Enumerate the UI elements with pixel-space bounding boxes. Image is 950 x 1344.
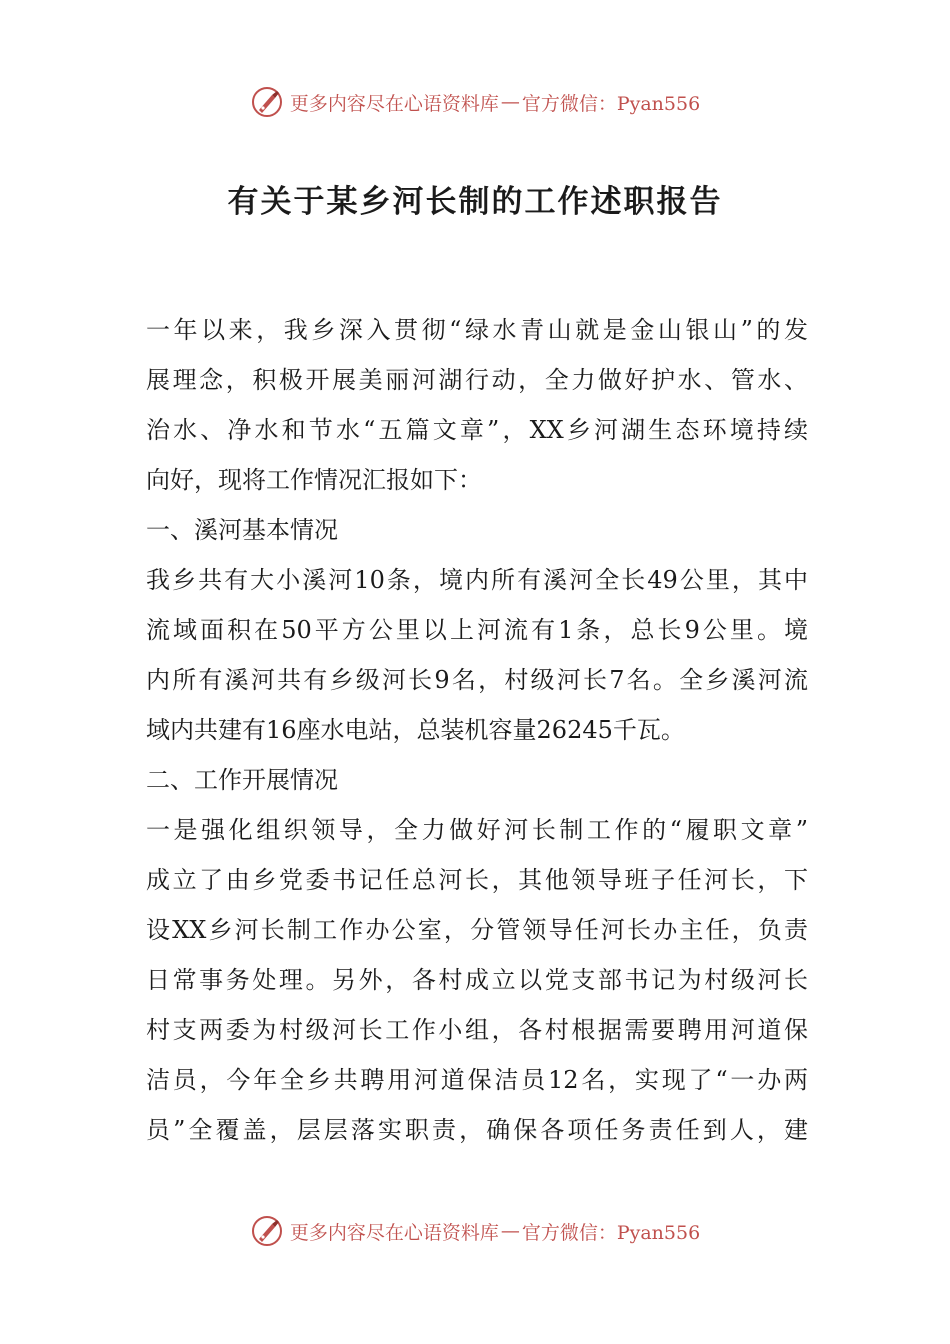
body-line: 域内共建有16座水电站，总装机容量26245千瓦。: [146, 716, 685, 744]
body-line: 一年以来，我乡深入贯彻“绿水青山就是金山银山”的发: [146, 316, 808, 344]
watermark-contact: 官方微信：Pyan556: [521, 92, 701, 115]
body-line: 一、溪河基本情况: [146, 516, 338, 544]
watermark-site: 更多内容尽在心语资料库: [289, 1221, 499, 1244]
body-line: 内所有溪河共有乡级河长9名，村级河长7名。全乡溪河流: [146, 666, 808, 694]
body-line: 二、工作开展情况: [146, 766, 338, 794]
body-line: 员”全覆盖，层层落实职责，确保各项任务责任到人，建: [146, 1116, 808, 1144]
body-line: 展理念，积极开展美丽河湖行动，全力做好护水、管水、: [146, 366, 808, 394]
watermark-dash: —: [500, 1220, 520, 1242]
body-line: 设XX乡河长制工作办公室，分管领导任河长办主任，负责: [146, 916, 808, 944]
pen-nib-logo-icon: [250, 1214, 284, 1248]
header-watermark: [0, 80, 950, 124]
body-line: 我乡共有大小溪河10条，境内所有溪河全长49公里，其中: [146, 566, 808, 594]
body-line: 向好，现将工作情况汇报如下：: [146, 466, 482, 494]
body-line: 流域面积在50平方公里以上河流有1条，总长9公里。境: [146, 616, 808, 644]
body-line: 洁员，今年全乡共聘用河道保洁员12名，实现了“一办两: [146, 1066, 808, 1094]
watermark-contact: 官方微信：Pyan556: [521, 1221, 701, 1244]
watermark-site: 更多内容尽在心语资料库: [289, 92, 499, 115]
document-body: [146, 305, 808, 1155]
body-line: 村支两委为村级河长工作小组，各村根据需要聘用河道保: [146, 1016, 808, 1044]
footer-watermark: [0, 1209, 950, 1253]
watermark-dash: —: [500, 91, 520, 113]
body-line: 成立了由乡党委书记任总河长，其他领导班子任河长，下: [146, 866, 808, 894]
body-line: 治水、净水和节水“五篇文章”，XX乡河湖生态环境持续: [146, 416, 808, 444]
body-line: 一是强化组织领导，全力做好河长制工作的“履职文章”: [146, 816, 808, 844]
body-line: 日常事务处理。另外，各村成立以党支部书记为村级河长: [146, 966, 808, 994]
document-title: 有关于某乡河长制的工作述职报告: [227, 184, 723, 220]
pen-nib-logo-icon: [250, 85, 284, 119]
